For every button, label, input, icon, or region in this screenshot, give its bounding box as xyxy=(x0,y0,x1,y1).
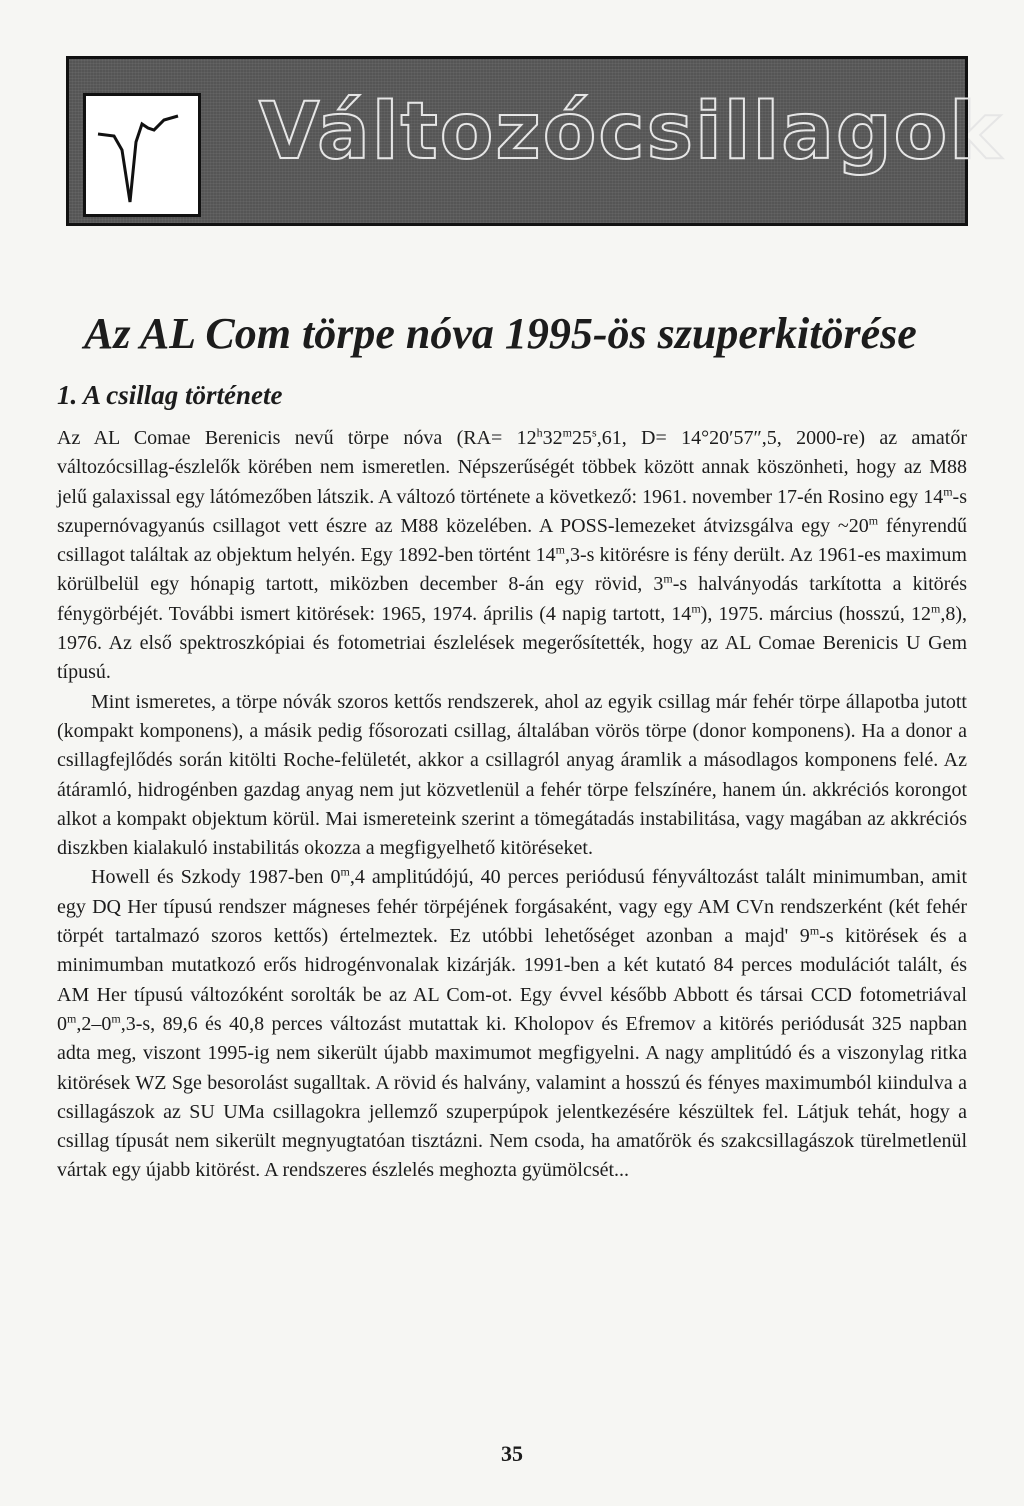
variable-star-logo xyxy=(83,93,201,217)
section-heading: 1. A csillag története xyxy=(57,380,283,410)
lightcurve-icon xyxy=(92,102,192,208)
article-title: Az AL Com törpe nóva 1995-ös szuperkitörése xyxy=(84,309,917,358)
banner-title: Változócsillagok xyxy=(259,87,1004,177)
section-banner xyxy=(66,56,1004,226)
paragraph-observations: Howell és Szkody 1987-ben 0$^m$,4 amplitúdójú, 40 perces periódusú fényváltozást talált minimumban, amit egy DQ Her típusú rendszer mágneses fehér törpéjének forgásaként, vagy egy AM CVn rendszerként (két fehér törpét tartalmazó szoros kettős) értelmeztek. Ez utóbbi lehetőséget azonban a majd' 9$^m$-s kitörések és a minimumban mutatkozó erős hidrogénvonalak kizárják. 1991-ben a két kutató 84 perces modulációt talált, és AM Her típusú változóként sorolták be az AL Com-ot. Egy évvel később Abbott és társai CCD fotometriával 0$^m$,2–0$^m$,3-s, 89,6 és 40,8 perces változást mutattak ki. Kholopov és Efremov a kitörés periódusát 325 napban adta meg, viszont 1995-ig nem sikerült újabb maximumot megfigyelni. A nagy amplitúdó és a viszonylag ritka kitörések WZ Sge besorolást sugalltak. A rövid és halvány, valamint a hosszú és fényes maximumból kiindulva a csillagászok az SU UMa csillagokra jellemző szuperpúpok jelentkezésére készültek fel. Látjuk tehát, hogy a csillag típusát nem sikerült megnyugtatóan tisztázni. Nem csoda, ha amatőrök és szakcsillagászok türelmetlenül vártak egy újabb kitörést. A rendszeres észlelés meghozta gyümölcsét... xyxy=(57,864,968,1182)
article-body xyxy=(57,424,967,1186)
paragraph-history: Az AL Comae Berenicis nevű törpe nóva ($RA= 12^h32^m25^s,61$, D= 14°20′57″,5, 2000-re) az amatőr változócsillag-észlelők körében nem ismeretlen. Népszerűségét többek között annak köszönheti, hogy az M88 jelű galaxissal egy látómezőben látszik. A változó története a következő: 1961. november 17-én Rosino egy 14$^m$-s szupernóvagyanús csillagot vett észre az M88 közelében. A POSS-lemezeket átvizsgálva egy ~20$^m$ fényrendű csillagot találtak az objektum helyén. Egy 1892-ben történt 14$^m$,3-s kitörésre is fény derült. Az 1961-es maximum körülbelül egy hónapig tartott, miközben december 8-án egy rövid, 3$^m$-s halványodás tarkította a kitörés fénygörbéjét. További ismert kitörések: 1965, 1974. április (4 napig tartott, 14$^m$), 1975. március (hosszú, 12$^m$,8), 1976. Az első spektroszkópiai és fotometriai észlelések megerősítették, hogy az AL Comae Berenicis U Gem típusú. xyxy=(57,425,968,684)
paragraph-dwarf-novae: Mint ismeretes, a törpe nóvák szoros kettős rendszerek, ahol az egyik csillag már fehér törpe állapotba jutott (kompakt komponens), a másik pedig fősorozati csillag, általában vörös törpe (donor komponens). Ha a donor a csillagfejlődés során kitölti Roche-felületét, akkor a csillagról anyag áramlik a másodlagos komponens felé. Az átáramló, hidrogénben gazdag anyag nem jut közvetlenül a fehér törpe felszínére, hanem ún. akkréciós korongot alkot a kompakt objektum körül. Mai ismereteink szerint a tömegátadás instabilitása, vagy magában az akkréciós diszkben kialakuló instabilitás okozza a megfigyelhető kitöréseket. xyxy=(57,690,967,860)
page-number: 35 xyxy=(501,1441,523,1466)
